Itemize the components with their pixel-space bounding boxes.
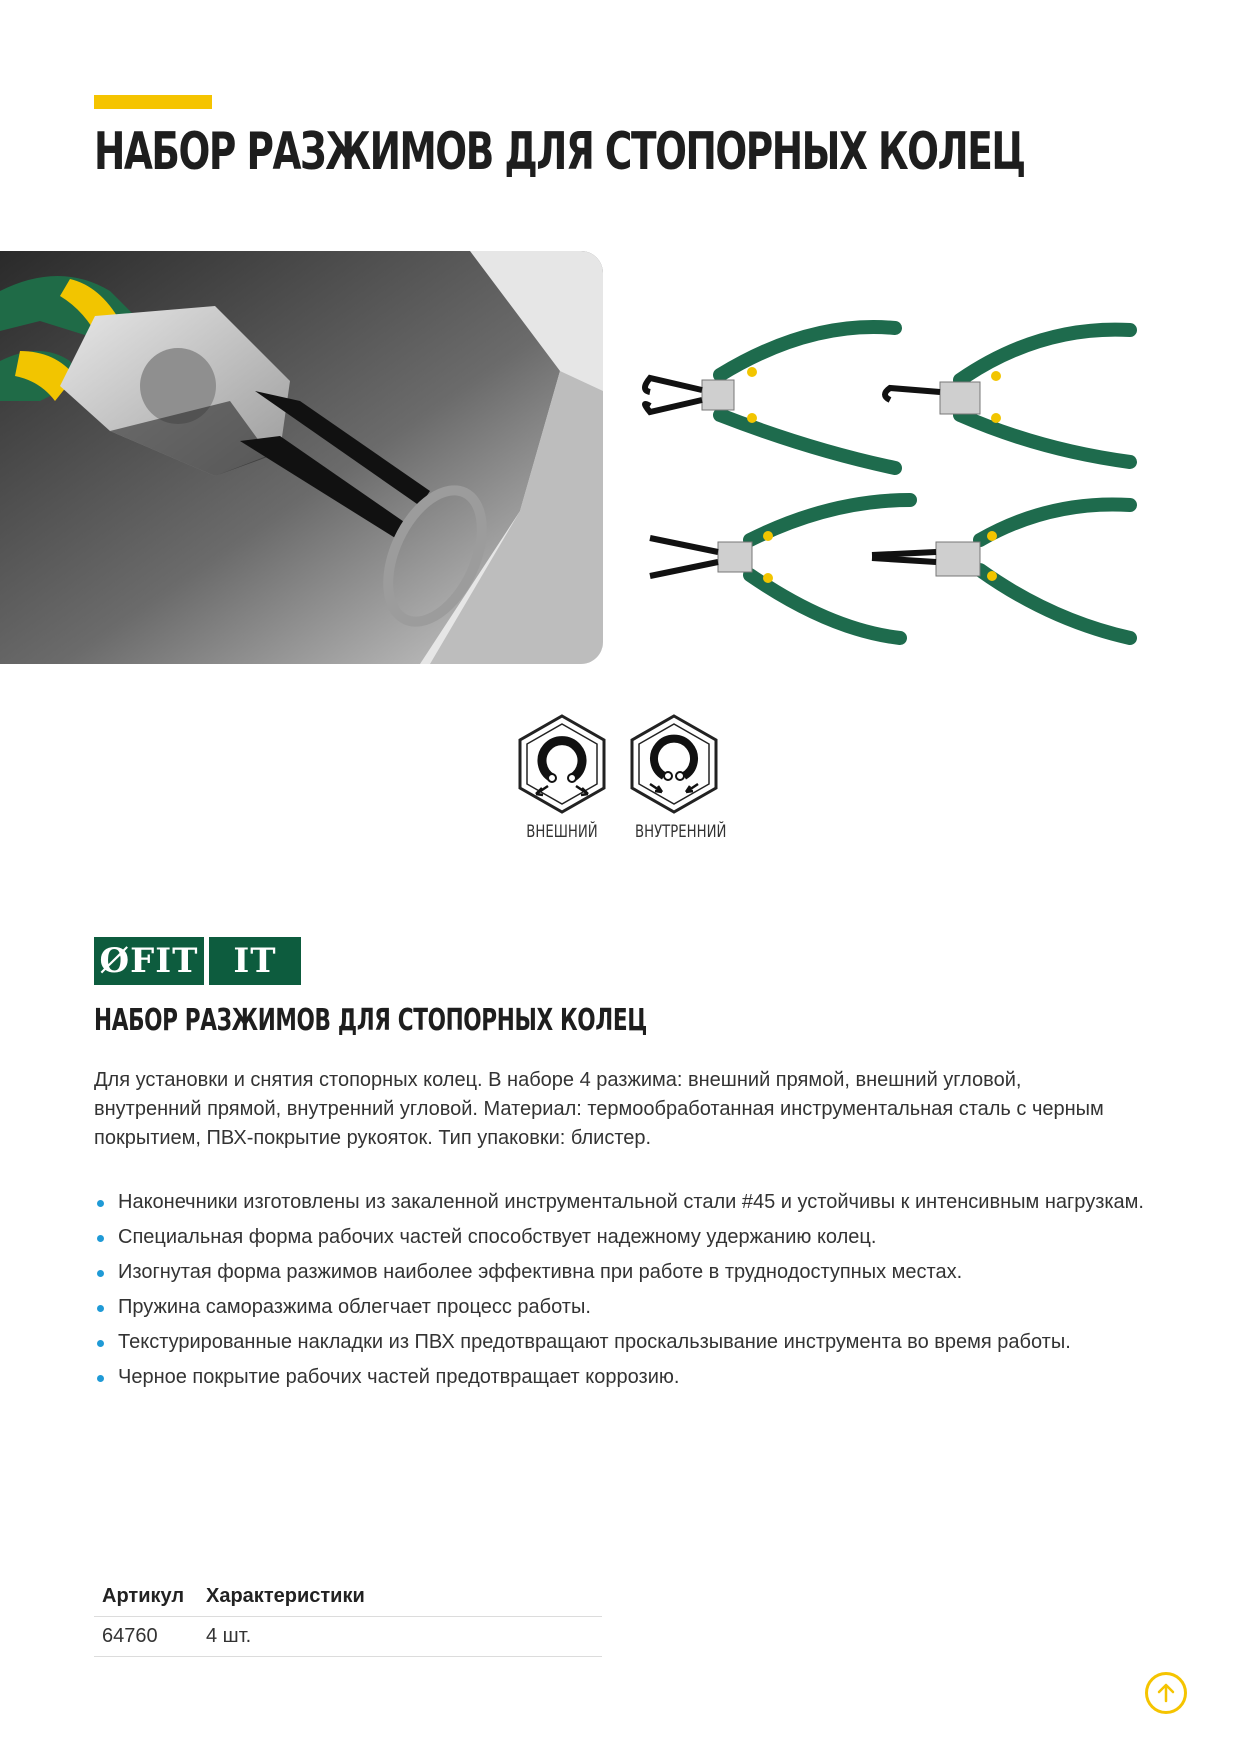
feature-list <box>94 1188 1144 1398</box>
spec-table <box>94 1577 602 1657</box>
feature-item: Текстурированные накладки из ПВХ предотвращают проскальзывание инструмента во время работы. <box>94 1328 1144 1357</box>
brand-logo <box>94 937 302 985</box>
feature-item: Наконечники изготовлены из закаленной инструментальной стали #45 и устойчивы к интенсивным нагрузкам. <box>94 1188 1144 1217</box>
feature-item: Изогнутая форма разжимов наиболее эффективна при работе в труднодоступных местах. <box>94 1258 1144 1287</box>
logo-text-fit: ØFIT <box>99 941 199 981</box>
page-title: НАБОР РАЗЖИМОВ ДЛЯ СТОПОРНЫХ КОЛЕЦ <box>94 122 1025 182</box>
spec-header-characteristics: Характеристики <box>198 1577 602 1617</box>
feature-item: Черное покрытие рабочих частей предотвращает коррозию. <box>94 1363 1144 1392</box>
spec-cell-article: 64760 <box>94 1617 198 1657</box>
logo-box-it <box>209 937 301 985</box>
product-title: НАБОР РАЗЖИМОВ ДЛЯ СТОПОРНЫХ КОЛЕЦ <box>94 1003 647 1038</box>
logo-text-it: IT <box>233 941 277 981</box>
badge-label-internal: ВНУТРЕННИЙ <box>635 822 727 842</box>
badge-external <box>512 712 612 842</box>
title-accent-bar <box>94 95 212 109</box>
table-row <box>94 1617 602 1657</box>
badge-label-external: ВНЕШНИЙ <box>526 822 598 842</box>
spec-header-row <box>94 1577 602 1617</box>
feature-item: Специальная форма рабочих частей способствует надежному удержанию колец. <box>94 1223 1144 1252</box>
spec-header-article: Артикул <box>94 1577 198 1617</box>
internal-ring-icon <box>626 712 722 816</box>
badge-internal <box>624 712 727 842</box>
scroll-to-top-button[interactable] <box>1145 1672 1187 1714</box>
arrow-up-icon <box>1154 1681 1178 1705</box>
feature-item: Пружина саморазжима облегчает процесс работы. <box>94 1293 1144 1322</box>
spec-cell-characteristics: 4 шт. <box>198 1617 602 1657</box>
ring-type-badges <box>512 712 732 852</box>
logo-box-fit <box>94 937 204 985</box>
pliers-closeup-photo <box>0 251 603 664</box>
product-description: Для установки и снятия стопорных колец. В наборе 4 разжима: внешний прямой, внешний угловой, внутренний прямой, внутренний угловой. Материал: термообработанная инструментальная сталь с черным покрытием, ПВХ-покрытие рукояток. Тип упаковки: блистер. <box>94 1069 1104 1149</box>
external-ring-icon <box>514 712 610 816</box>
pliers-set-photo <box>640 300 1160 670</box>
